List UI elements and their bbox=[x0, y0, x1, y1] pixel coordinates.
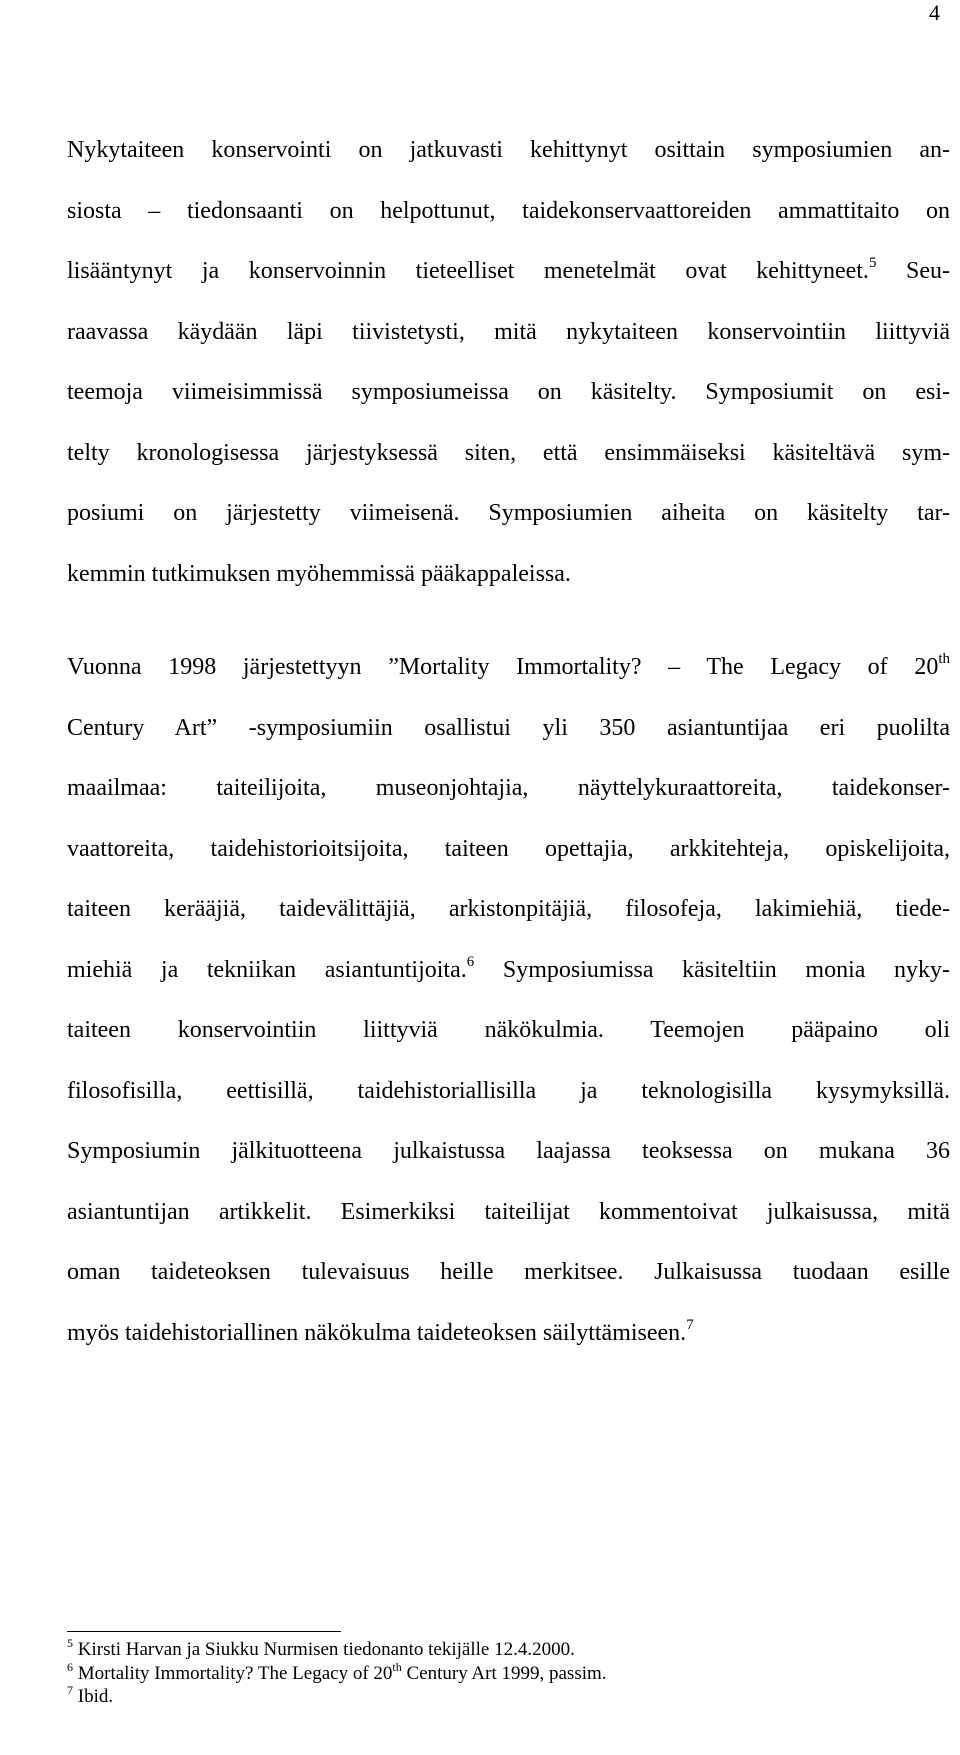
footnote-reference: 7 bbox=[686, 1316, 694, 1333]
text-line bbox=[67, 1318, 950, 1348]
page-number: 4 bbox=[929, 0, 940, 25]
footnote-text: Mortality Immortality? The Legacy of 20 bbox=[77, 1663, 393, 1684]
line-text: miehiä ja tekniikan asiantuntijoita. bbox=[67, 956, 467, 983]
footnote-reference: 6 bbox=[466, 953, 475, 970]
text-line: Symposiumin jälkituotteena julkaistussa laajassa teoksessa on mukana 36 bbox=[67, 1138, 950, 1164]
text-line bbox=[67, 652, 950, 682]
footnote-reference: 5 bbox=[868, 255, 877, 271]
text-line: raavassa käydään läpi tiivistetysti, mitä nykytaiteen konservointiin liittyviä bbox=[67, 318, 950, 345]
footnote-reference: th bbox=[938, 651, 950, 667]
text-line: filosofisilla, eettisillä, taidehistoriallisilla ja teknologisilla kysymyksillä. bbox=[67, 1077, 950, 1104]
text-line: maailmaa: taiteilijoita, museonjohtajia, näyttelykuraattoreita, taidekonser- bbox=[67, 775, 950, 801]
line-text: lisääntynyt ja konservoinnin tieteelliset menetelmät ovat kehittyneet. bbox=[67, 258, 869, 284]
footnote-text: Ibid. bbox=[77, 1686, 114, 1707]
line-text: Vuonna 1998 järjestettyyn ”Mortality Immortality? – The Legacy of 20 bbox=[67, 654, 939, 680]
footnote-separator bbox=[67, 1631, 341, 1632]
text-line: telty kronologisessa järjestyksessä siten, että ensimmäiseksi käsiteltävä sym- bbox=[67, 439, 950, 466]
text-line: Nykytaiteen konservointi on jatkuvasti kehittynyt osittain symposiumien an- bbox=[67, 137, 950, 163]
text-line: posiumi on järjestetty viimeisenä. Symposiumien aiheita on käsitelty tar- bbox=[67, 500, 950, 526]
text-line: oman taideteoksen tulevaisuus heille merkitsee. Julkaisussa tuodaan esille bbox=[67, 1259, 950, 1285]
footnote-number: 7 bbox=[67, 1683, 73, 1697]
footnote bbox=[67, 1683, 114, 1708]
footnote bbox=[67, 1636, 575, 1661]
text-line: asiantuntijan artikkelit. Esimerkiksi taiteilijat kommentoivat julkaisussa, mitä bbox=[67, 1198, 950, 1225]
text-line bbox=[67, 955, 950, 985]
text-line: taiteen kerääjiä, taidevälittäjiä, arkistonpitäjiä, filosofeja, lakimiehiä, tiede- bbox=[67, 896, 950, 922]
footnote-number: 6 bbox=[67, 1660, 73, 1674]
footnote-text: Century Art 1999, passim. bbox=[401, 1663, 607, 1684]
footnote-text: Kirsti Harvan ja Siukku Nurmisen tiedonanto tekijälle 12.4.2000. bbox=[77, 1639, 575, 1660]
text-line: kemmin tutkimuksen myöhemmissä pääkappaleissa. bbox=[67, 560, 571, 587]
text-line: siosta – tiedonsaanti on helpottunut, taidekonservaattoreiden ammattitaito on bbox=[67, 197, 950, 224]
text-line: vaattoreita, taidehistorioitsijoita, taiteen opettajia, arkkitehteja, opiskelijoita, bbox=[67, 835, 950, 862]
line-text: Seu- bbox=[876, 258, 951, 284]
text-line: teemoja viimeisimmissä symposiumeissa on käsitelty. Symposiumit on esi- bbox=[67, 379, 950, 405]
text-line: taiteen konservointiin liittyviä näkökulmia. Teemojen pääpaino oli bbox=[67, 1017, 950, 1043]
footnote-number: 5 bbox=[67, 1636, 73, 1650]
footnote bbox=[67, 1660, 607, 1685]
line-text: Symposiumissa käsiteltiin monia nyky- bbox=[474, 956, 950, 983]
line-text: myös taidehistoriallinen näkökulma taideteoksen säilyttämiseen. bbox=[67, 1319, 687, 1346]
footnote-superscript: th bbox=[392, 1660, 402, 1674]
text-line: Century Art” -symposiumiin osallistui yli 350 asiantuntijaa eri puolilta bbox=[67, 714, 950, 741]
text-line bbox=[67, 256, 950, 286]
